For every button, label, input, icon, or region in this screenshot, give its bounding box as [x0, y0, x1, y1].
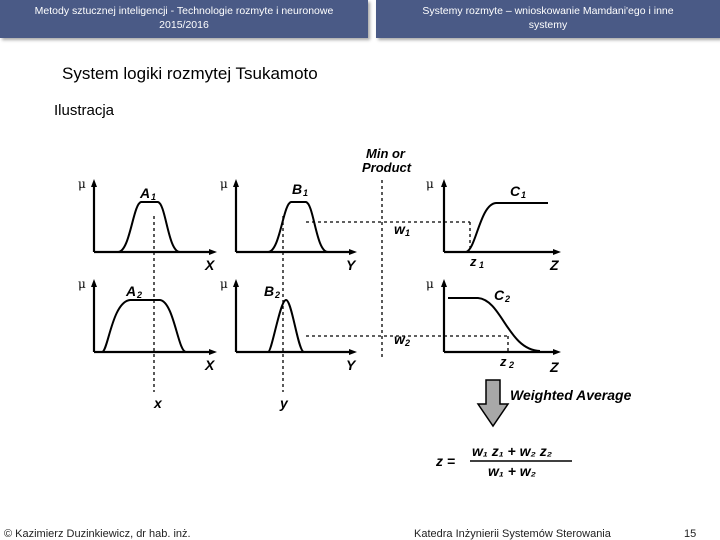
axis-x-row2: X [205, 357, 215, 373]
mu-label-b2: μ [220, 277, 228, 291]
header-right-line1: Systemy rozmyte – wnioskowanie Mamdani'ego i inne [422, 5, 674, 17]
footer-department: Katedra Inżynierii Systemów Sterowania [414, 528, 611, 540]
mf-b2 [268, 300, 304, 352]
label-b2: B [264, 283, 275, 299]
label-c2-sub: 2 [505, 294, 511, 304]
label-c2: C [494, 287, 505, 303]
slide-title: System logiki rozmytej Tsukamoto [62, 64, 318, 83]
mu-label-a2: μ [78, 277, 86, 291]
axis-z-row2: Z [550, 359, 559, 375]
input-y-label: y [280, 395, 288, 411]
min-or-product-line1: Min or [366, 146, 405, 161]
mu-label-b1: μ [220, 177, 228, 191]
mf-a1 [118, 202, 180, 252]
mu-label-c1: μ [426, 177, 434, 191]
axis-y-row1: Y [346, 257, 356, 273]
label-c1-sub: 1 [521, 190, 527, 200]
label-a2: A [126, 283, 137, 299]
mf-c2 [448, 298, 540, 351]
label-a1-sub: 1 [151, 192, 157, 202]
formula-lhs: z = [436, 453, 456, 469]
input-x-label: x [154, 395, 162, 411]
label-b1: B [292, 181, 303, 197]
mf-a2 [102, 300, 186, 352]
down-arrow-icon [478, 380, 508, 426]
footer-author: © Kazimierz Duzinkiewicz, dr hab. inż. [4, 528, 191, 540]
label-z1-sub: 1 [479, 260, 485, 270]
mu-label-a1: μ [78, 177, 86, 191]
axis-y-row2: Y [346, 357, 356, 373]
header-right-line2: systemy [528, 19, 568, 31]
label-w1-sub: 1 [405, 228, 411, 238]
panel-b2-axes [233, 279, 357, 355]
label-a2-sub: 2 [137, 290, 143, 300]
label-b1-sub: 1 [303, 188, 309, 198]
label-z2-sub: 2 [509, 360, 515, 370]
mf-c1 [466, 203, 548, 252]
slide-subtitle: Ilustracja [54, 102, 115, 119]
label-z1: z [470, 254, 477, 269]
min-or-product-line2: Product [362, 160, 412, 175]
label-w1: w [394, 221, 405, 237]
axis-x-row1: X [205, 257, 215, 273]
label-b2-sub: 2 [275, 290, 281, 300]
weighted-average-label: Weighted Average [510, 387, 632, 403]
mf-b1 [268, 202, 328, 252]
label-w2-sub: 2 [405, 338, 411, 348]
label-a1: A [140, 185, 151, 201]
page-number: 15 [684, 528, 697, 540]
formula-denominator: w₁ + w₂ [488, 463, 537, 479]
axis-z-row1: Z [550, 257, 559, 273]
label-w2: w [394, 331, 405, 347]
mu-label-c2: μ [426, 277, 434, 291]
label-c1: C [510, 183, 521, 199]
header-left-line2: 2015/2016 [159, 19, 209, 31]
panel-c1-axes [441, 179, 561, 255]
formula-numerator: w₁ z₁ + w₂ z₂ [472, 443, 553, 459]
header-left-line1: Metody sztucznej inteligencji - Technologie rozmyte i neuronowe [34, 5, 334, 17]
label-z2: z [500, 354, 507, 369]
